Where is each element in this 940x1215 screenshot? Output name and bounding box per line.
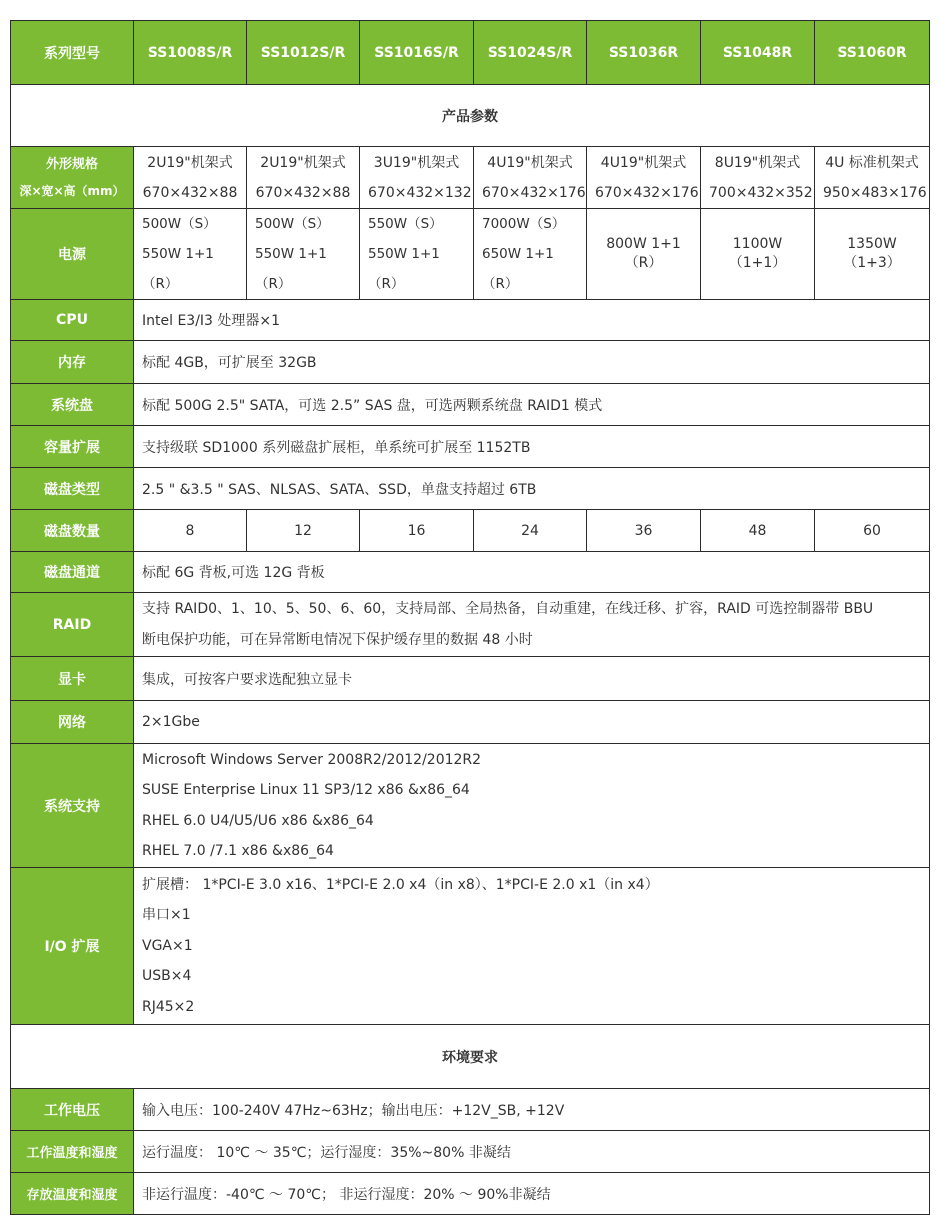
power-single: 7000W（S） [482, 216, 566, 232]
disk-count-cell: 24 [474, 510, 587, 552]
power-single: 500W（S） [255, 216, 330, 232]
os-support-value [134, 744, 930, 868]
storage-temp-row [11, 1173, 930, 1215]
section-product-params: 产品参数 [11, 85, 930, 147]
form-factor-cell [474, 147, 587, 209]
model-ss1048: SS1048R [701, 21, 815, 85]
network-value: 2×1Gbe [134, 701, 930, 744]
form-factor-cell [134, 147, 247, 209]
storage-temp-value: 非运行温度：-40℃ ～ 70℃； 非运行湿度：20% ～ 90%非凝结 [134, 1173, 930, 1215]
form-factor-cell [815, 147, 930, 209]
disk-type-label: 磁盘类型 [11, 468, 134, 510]
work-voltage-row [11, 1089, 930, 1131]
power-cell: 1350W（1+3） [815, 209, 930, 300]
disk-count-cell: 60 [815, 510, 930, 552]
form-factor-cell [360, 147, 474, 209]
os-line: SUSE Enterprise Linux 11 SP3/12 x86 &x86_64 [142, 782, 470, 798]
raid-line: 断电保护功能，可在异常断电情况下保护缓存里的数据 48 小时 [142, 631, 533, 648]
form-factor-dims: 670×432×88 [255, 184, 351, 201]
os-line: RHEL 6.0 U4/U5/U6 x86 &x86_64 [142, 812, 374, 829]
model-ss1012: SS1012S/R [247, 21, 360, 85]
io-line: RJ45×2 [142, 998, 195, 1015]
power-cell [474, 209, 587, 300]
section-row [11, 1025, 930, 1089]
cpu-row [11, 300, 930, 341]
memory-label: 内存 [11, 341, 134, 384]
system-disk-value: 标配 500G 2.5" SATA，可选 2.5” SAS 盘，可选两颗系统盘 RAID1 模式 [134, 384, 930, 426]
spec-table [10, 20, 930, 1215]
form-factor-dims: 670×432×88 [142, 184, 238, 201]
io-line: 串口×1 [142, 907, 191, 924]
io-line: USB×4 [142, 968, 192, 985]
power-cell: 1100W（1+1） [701, 209, 815, 300]
form-factor-label [11, 147, 134, 209]
form-factor-dims: 670×432×132 [368, 184, 472, 201]
cpu-label: CPU [11, 300, 134, 341]
section-row [11, 85, 930, 147]
raid-line: 支持 RAID0、1、10、5、50、6、60，支持局部、全局热备，自动重建，在线迁移、扩容，RAID 可选控制器带 BBU [142, 601, 874, 617]
disk-count-label: 磁盘数量 [11, 510, 134, 552]
form-factor-title: 外形规格 [45, 156, 98, 172]
graphics-row [11, 657, 930, 701]
disk-count-cell: 12 [247, 510, 360, 552]
disk-count-cell: 48 [701, 510, 815, 552]
power-cell [134, 209, 247, 300]
model-ss1036: SS1036R [587, 21, 701, 85]
form-factor-unit: 深×宽×高（mm） [19, 183, 125, 198]
disk-count-cell: 36 [587, 510, 701, 552]
capacity-row [11, 426, 930, 468]
form-factor-dims: 670×432×176 [482, 184, 586, 201]
power-cell: 800W 1+1（R） [587, 209, 701, 300]
memory-row [11, 341, 930, 384]
capacity-value: 支持级联 SD1000 系列磁盘扩展柜，单系统可扩展至 1152TB [134, 426, 930, 468]
section-environment: 环境要求 [11, 1025, 930, 1089]
io-line: 扩展槽： 1*PCI-E 3.0 x16、1*PCI-E 2.0 x4（in x8）、1*PCI-E 2.0 x1（in x4） [142, 876, 659, 893]
form-factor-type: 2U19"机架式 [260, 154, 346, 171]
power-redundant: 550W 1+1（R） [255, 246, 327, 292]
model-ss1060: SS1060R [815, 21, 930, 85]
disk-count-cell: 8 [134, 510, 247, 552]
form-factor-cell [587, 147, 701, 209]
form-factor-cell [701, 147, 815, 209]
cpu-value: Intel E3/I3 处理器×1 [134, 300, 930, 341]
form-factor-type: 4U 标准机架式 [825, 154, 919, 171]
disk-count-cell: 16 [360, 510, 474, 552]
form-factor-type: 4U19"机架式 [487, 154, 573, 171]
graphics-value: 集成，可按客户要求选配独立显卡 [134, 657, 930, 701]
model-ss1008: SS1008S/R [134, 21, 247, 85]
io-row [11, 868, 930, 1025]
form-factor-type: 3U19"机架式 [373, 154, 460, 171]
form-factor-row [11, 147, 930, 209]
capacity-label: 容量扩展 [11, 426, 134, 468]
os-support-label: 系统支持 [11, 744, 134, 868]
power-redundant: 650W 1+1（R） [482, 246, 554, 292]
disk-channel-label: 磁盘通道 [11, 552, 134, 593]
form-factor-type: 8U19"机架式 [714, 154, 801, 171]
work-voltage-value: 输入电压：100-240V 47Hz~63Hz；输出电压：+12V_SB, +12V [134, 1089, 930, 1131]
network-row [11, 701, 930, 744]
os-line: RHEL 7.0 /7.1 x86 &x86_64 [142, 843, 334, 859]
io-line: VGA×1 [142, 937, 193, 954]
disk-count-row [11, 510, 930, 552]
power-label: 电源 [11, 209, 134, 300]
power-single: 550W（S） [368, 216, 443, 232]
work-temp-label: 工作温度和湿度 [11, 1131, 134, 1173]
model-header-row [11, 21, 930, 85]
network-label: 网络 [11, 701, 134, 744]
system-disk-label: 系统盘 [11, 384, 134, 426]
memory-value: 标配 4GB，可扩展至 32GB [134, 341, 930, 384]
power-redundant: 550W 1+1（R） [142, 246, 214, 292]
work-temp-row [11, 1131, 930, 1173]
raid-value [134, 593, 930, 657]
work-voltage-label: 工作电压 [11, 1089, 134, 1131]
model-ss1016: SS1016S/R [360, 21, 474, 85]
form-factor-dims: 700×432×352 [709, 184, 813, 201]
disk-channel-row [11, 552, 930, 593]
series-model-label: 系列型号 [11, 21, 134, 85]
storage-temp-label: 存放温度和湿度 [11, 1173, 134, 1215]
form-factor-dims: 950×483×176 [823, 184, 927, 201]
power-row [11, 209, 930, 300]
os-line: Microsoft Windows Server 2008R2/2012/2012R2 [142, 751, 482, 768]
raid-label: RAID [11, 593, 134, 657]
power-single: 500W（S） [142, 216, 217, 232]
power-redundant: 550W 1+1（R） [368, 246, 440, 292]
form-factor-type: 4U19"机架式 [600, 154, 687, 171]
power-cell [360, 209, 474, 300]
form-factor-cell [247, 147, 360, 209]
system-disk-row [11, 384, 930, 426]
disk-type-row [11, 468, 930, 510]
power-cell [247, 209, 360, 300]
os-support-row [11, 744, 930, 868]
io-value [134, 868, 930, 1025]
form-factor-type: 2U19"机架式 [147, 154, 233, 171]
io-label: I/O 扩展 [11, 868, 134, 1025]
graphics-label: 显卡 [11, 657, 134, 701]
form-factor-dims: 670×432×176 [595, 184, 699, 201]
disk-channel-value: 标配 6G 背板,可选 12G 背板 [134, 552, 930, 593]
raid-row [11, 593, 930, 657]
work-temp-value: 运行温度： 10℃ ～ 35℃；运行湿度：35%~80% 非凝结 [134, 1131, 930, 1173]
disk-type-value: 2.5 " &3.5 " SAS、NLSAS、SATA、SSD，单盘支持超过 6TB [134, 468, 930, 510]
model-ss1024: SS1024S/R [474, 21, 587, 85]
